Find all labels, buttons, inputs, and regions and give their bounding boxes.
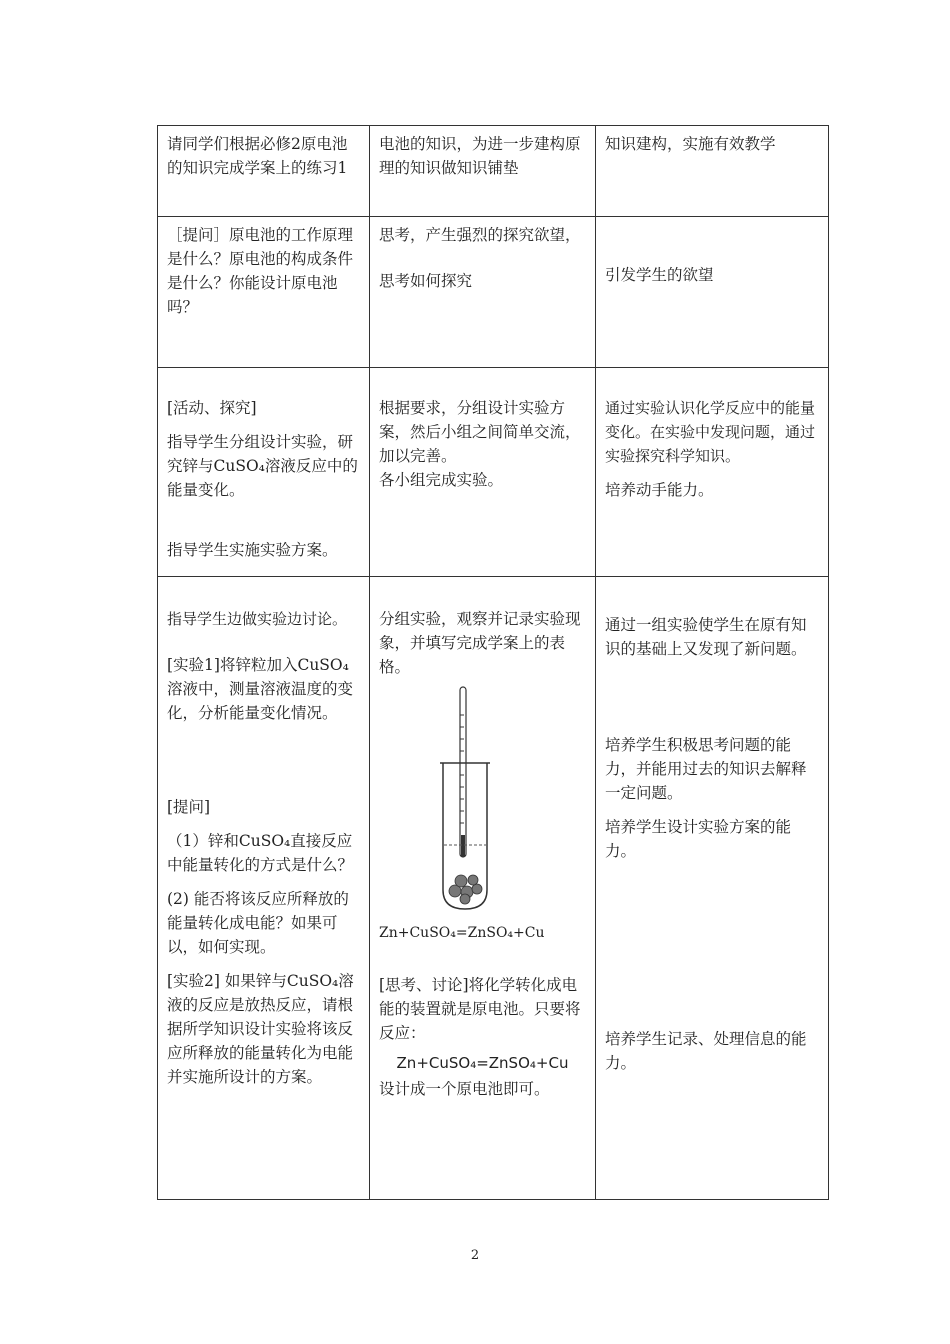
cell-text: [实验2] 如果锌与CuSO₄溶液的反应是放热反应，请根据所学知识设计实验将该反应所释放的能量转化为电能并实施所设计的方案。 [167, 972, 354, 1086]
cell-text: 通过一组实验使学生在原有知识的基础上又发现了新问题。 [605, 616, 807, 658]
cell-text: [实验1]将锌粒加入CuSO₄溶液中，测量溶液温度的变化，分析能量变化情况。 [167, 656, 354, 722]
cell-text: 指导学生实施实验方案。 [167, 541, 338, 559]
cell-text: (2) 能否将该反应所释放的能量转化成电能？如果可以，如何实现。 [167, 890, 349, 956]
cell-text: 请同学们根据必修2原电池的知识完成学案上的练习1 [167, 135, 348, 177]
cell-text: [思考、讨论]将化学转化成电能的装置就是原电池。只要将反应： [379, 976, 581, 1042]
design-intent-cell [596, 577, 829, 1200]
cell-text: 根据要求，分组设计实验方案，然后小组之间简单交流，加以完善。 [379, 399, 581, 465]
cell-text: [活动、探究] [167, 399, 257, 417]
cell-text: 培养学生设计实验方案的能力。 [605, 818, 792, 860]
cell-text: 指导学生边做实验边讨论。 [167, 610, 348, 628]
cell-text: 指导学生分组设计实验，研究锌与CuSO₄溶液反应中的能量变化。 [167, 433, 358, 499]
cell-text: （1）锌和CuSO₄直接反应中能量转化的方式是什么？ [167, 832, 354, 874]
design-intent-cell [596, 217, 829, 368]
student-activity-cell [370, 126, 596, 217]
cell-text: [提问] [167, 798, 211, 816]
teacher-activity-cell [158, 126, 370, 217]
table-row [158, 368, 829, 577]
lesson-plan-table [157, 125, 829, 1200]
cell-text: 知识建构，实施有效教学 [605, 135, 776, 153]
cell-text: 培养动手能力。 [605, 481, 714, 499]
cell-text: 各小组完成实验。 [379, 471, 504, 489]
teacher-activity-cell [158, 577, 370, 1200]
table-row [158, 577, 829, 1200]
teacher-activity-cell [158, 368, 370, 577]
cell-text: ［提问］原电池的工作原理是什么？原电池的构成条件是什么？你能设计原电池吗？ [167, 226, 354, 316]
design-intent-cell [596, 368, 829, 577]
test-tube-thermometer-icon [435, 685, 495, 915]
student-activity-cell [370, 217, 596, 368]
cell-text: 思考，产生强烈的探究欲望， [379, 226, 581, 244]
cell-text: 电池的知识，为进一步建构原理的知识做知识铺垫 [379, 135, 581, 177]
teacher-activity-cell [158, 217, 370, 368]
student-activity-cell [370, 368, 596, 577]
cell-text: 培养学生积极思考问题的能力，并能用过去的知识去解释一定问题。 [605, 736, 807, 802]
cell-text: 设计成一个原电池即可。 [379, 1080, 550, 1098]
cell-text: 思考如何探究 [379, 272, 473, 290]
cell-text: 培养学生记录、处理信息的能力。 [605, 1030, 807, 1072]
table-row [158, 217, 829, 368]
cell-text: 分组实验，观察并记录实验现象，并填写完成学案上的表格。 [379, 610, 581, 676]
cell-text: 引发学生的欲望 [605, 266, 714, 284]
reaction-equation: Zn+CuSO₄=ZnSO₄+Cu [379, 925, 545, 941]
cell-text: 通过实验认识化学反应中的能量变化。在实验中发现问题，通过实验探究科学知识。 [605, 399, 816, 465]
table-row [158, 126, 829, 217]
page-number: 2 [470, 1248, 480, 1263]
design-intent-cell [596, 126, 829, 217]
student-activity-cell [370, 577, 596, 1200]
reaction-equation: Zn+CuSO₄=ZnSO₄+Cu [396, 1054, 569, 1072]
